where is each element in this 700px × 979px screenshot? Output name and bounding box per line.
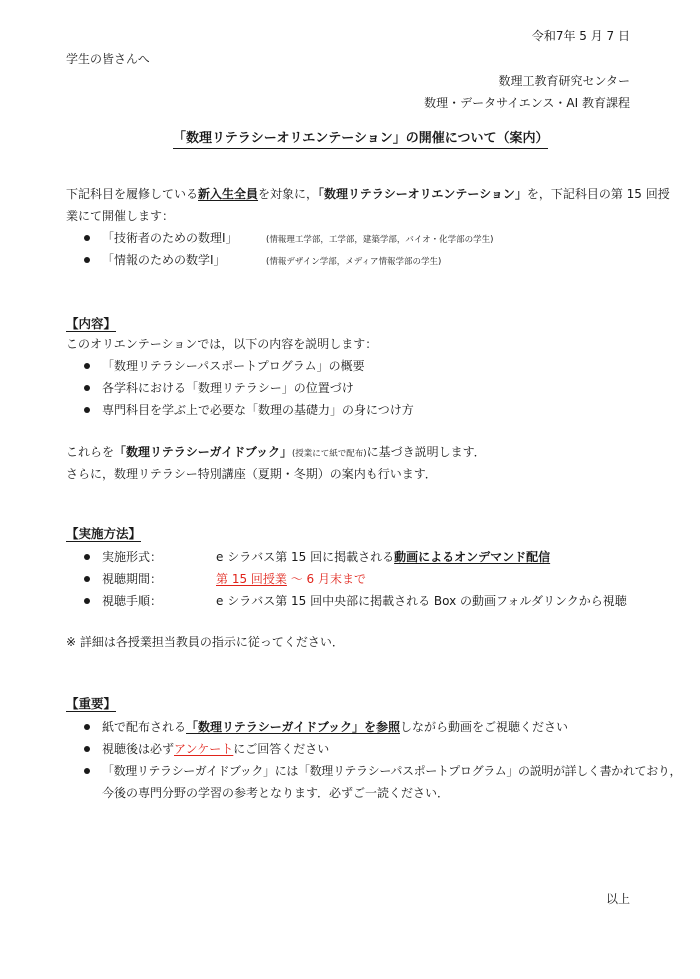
method-value-period xyxy=(216,570,366,587)
bullet-icon xyxy=(84,257,90,263)
method-value-text: e シラバス第 15 回に掲載される xyxy=(216,550,395,564)
method-value-procedure: e シラバス第 15 回中央部に掲載される Box の動画フォルダリンクから視聴 xyxy=(216,594,627,608)
section-heading-important: 【重要】 xyxy=(66,696,117,711)
sender-program: 数理・データサイエンス・AI 教育課程 xyxy=(424,96,630,110)
course-name: 「技術者のための数理Ⅰ」 xyxy=(102,231,238,245)
method-label: 視聴期間： xyxy=(102,572,163,586)
bullet-icon xyxy=(84,554,90,560)
special-course-line: さらに，数理リテラシー特別講座（夏期・冬期）の案内も行います． xyxy=(66,467,437,481)
sender-org: 数理工教育研究センター xyxy=(498,74,630,88)
guidebook-title: 「数理リテラシーガイドブック」 xyxy=(114,445,292,459)
bullet-icon xyxy=(84,724,90,730)
course-departments: (情報理工学部，工学部，建築学部，バイオ・化学部の学生) xyxy=(266,235,494,245)
section-heading-content: 【内容】 xyxy=(66,316,117,331)
method-period-end: ～ 6 月末まで xyxy=(286,572,366,586)
important-emphasis: 「数理リテラシーガイドブック」を参照 xyxy=(186,720,400,734)
bullet-icon xyxy=(84,363,90,369)
guidebook-line xyxy=(66,443,486,460)
guidebook-note: (授業にて紙で配布) xyxy=(291,449,367,459)
guidebook-text: これらを xyxy=(66,445,115,459)
bullet-icon xyxy=(84,385,90,391)
intro-target-emphasis: 新入生全員 xyxy=(198,187,259,201)
intro-text: 下記科目を履修している xyxy=(66,187,199,201)
page-title: 「数理リテラシーオリエンテーション」の開催について（案内） xyxy=(173,131,548,149)
method-label: 実施形式： xyxy=(102,550,163,564)
content-item: 「数理リテラシーパスポートプログラム」の概要 xyxy=(102,359,365,373)
section-heading-method: 【実施方法】 xyxy=(66,526,142,541)
important-text: しながら動画をご視聴ください xyxy=(399,720,568,734)
intro-event-name: 「数理リテラシーオリエンテーション」 xyxy=(318,187,527,201)
intro-text: を，下記科目の第 15 回授 xyxy=(526,187,670,201)
important-item-3-line-1: 「数理リテラシーガイドブック」には「数理リテラシーパスポートプログラム」の説明が詳しく書かれており， xyxy=(102,764,682,778)
course-name: 「情報のための数学Ⅰ」 xyxy=(102,253,226,267)
important-text: にご回答ください xyxy=(233,742,330,756)
guidebook-text: に基づき説明します． xyxy=(366,445,486,459)
important-item-2 xyxy=(102,740,329,757)
method-label: 視聴手順： xyxy=(102,594,163,608)
bullet-icon xyxy=(84,746,90,752)
important-text: 紙で配布される xyxy=(102,720,187,734)
important-text: 視聴後は必ず xyxy=(102,742,175,756)
bullet-icon xyxy=(84,576,90,582)
survey-link[interactable]: アンケート xyxy=(174,742,234,756)
important-item-3-line-2: 今後の専門分野の学習の参考となります．必ずご一読ください． xyxy=(102,786,450,800)
content-lead: このオリエンテーションでは，以下の内容を説明します： xyxy=(66,337,378,351)
content-item: 専門科目を学ぶ上で必要な「数理の基礎力」の身につけ方 xyxy=(102,403,414,417)
method-value-format xyxy=(216,548,550,565)
intro-line-2: 業にて開催します： xyxy=(66,209,175,223)
date: 令和7年 5 月 7 日 xyxy=(531,29,630,43)
method-period-start: 第 15 回授業 xyxy=(216,572,287,586)
method-note: ※ 詳細は各授業担当教員の指示に従ってください． xyxy=(66,635,344,649)
bullet-icon xyxy=(84,768,90,774)
bullet-icon xyxy=(84,407,90,413)
bullet-icon xyxy=(84,598,90,604)
recipient: 学生の皆さんへ xyxy=(66,52,150,66)
intro-line-1 xyxy=(66,185,670,202)
course-departments: (情報デザイン学部，メディア情報学部の学生) xyxy=(266,257,442,267)
method-value-emphasis: 動画によるオンデマンド配信 xyxy=(394,550,551,564)
bullet-icon xyxy=(84,235,90,241)
important-item-1 xyxy=(102,718,568,735)
content-item: 各学科における「数理リテラシー」の位置づけ xyxy=(102,381,354,395)
intro-text: を対象に， xyxy=(258,187,319,201)
closing: 以上 xyxy=(605,892,630,906)
